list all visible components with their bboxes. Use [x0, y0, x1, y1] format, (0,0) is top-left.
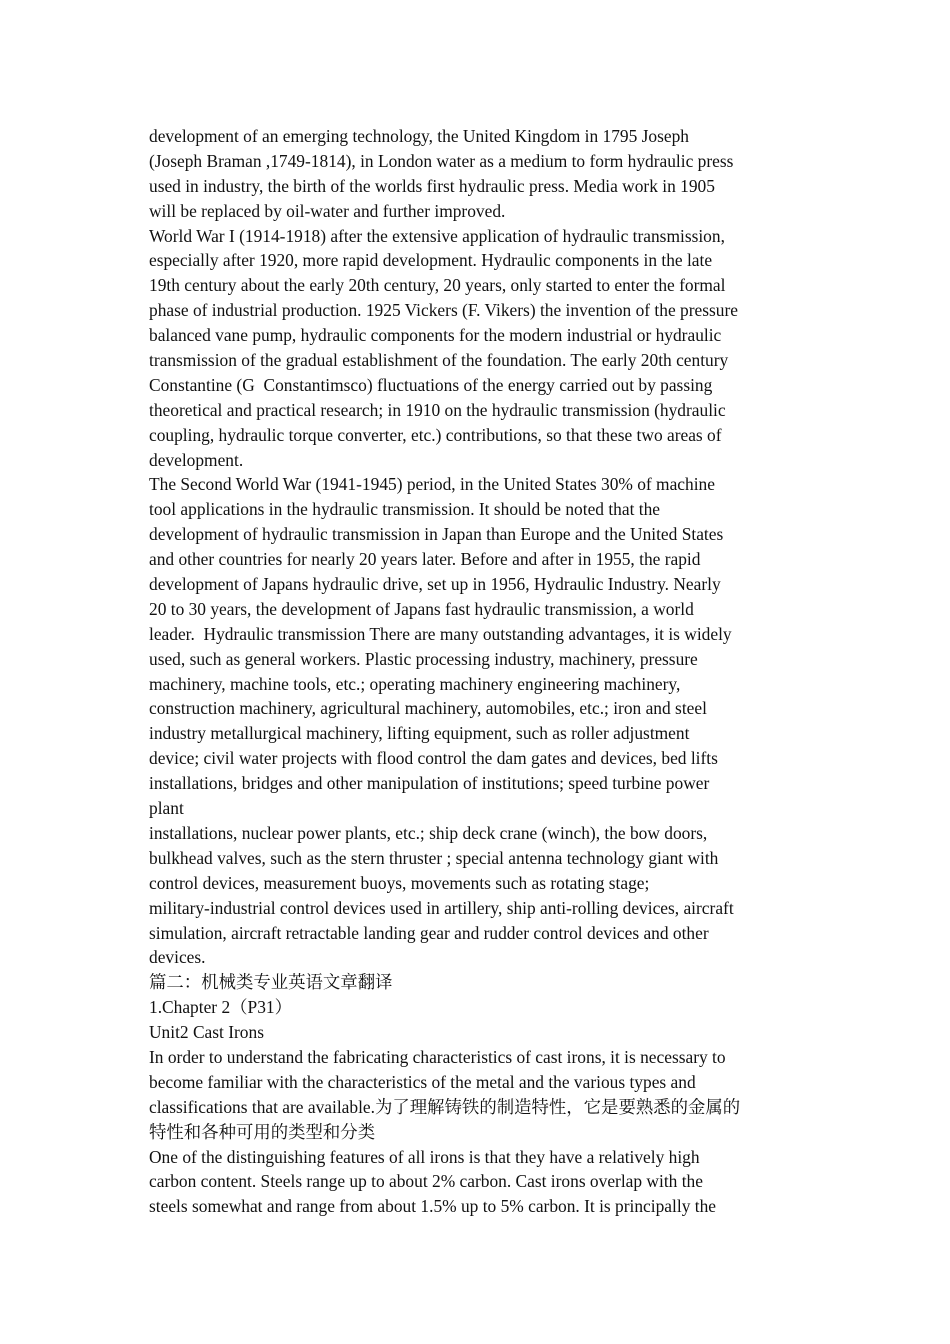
text-line: industry metallurgical machinery, lifting equipment, such as roller adjustment: [149, 723, 690, 744]
text-line: The Second World War (1941-1945) period, in the United States 30% of machine: [149, 474, 715, 495]
unit-title: Unit2 Cast Irons: [149, 1022, 264, 1043]
text-line: will be replaced by oil-water and further improved.: [149, 200, 506, 221]
text-line: become familiar with the characteristics of the metal and the various types and: [149, 1071, 696, 1092]
text-line: development of hydraulic transmission in Japan than Europe and the United States: [149, 524, 724, 545]
text-line: 19th century about the early 20th century, 20 years, only started to enter the formal: [149, 275, 726, 296]
text-line: coupling, hydraulic torque converter, etc.) contributions, so that these two areas of: [149, 424, 722, 445]
text-line: In order to understand the fabricating characteristics of cast irons, it is necessary to: [149, 1046, 726, 1067]
text-line: installations, bridges and other manipulation of institutions; speed turbine power: [149, 773, 710, 794]
text-line: One of the distinguishing features of all irons is that they have a relatively high: [149, 1146, 700, 1167]
text-line: used, such as general workers. Plastic processing industry, machinery, pressure: [149, 648, 698, 669]
text-line: plant: [149, 798, 184, 819]
text-line: development of an emerging technology, the United Kingdom in 1795 Joseph: [149, 126, 689, 146]
section-heading: 篇二：机械类专业英语文章翻译: [149, 972, 393, 993]
text-line: construction machinery, agricultural machinery, automobiles, etc.; iron and steel: [149, 698, 707, 719]
text-line: World War I (1914-1918) after the extensive application of hydraulic transmission,: [149, 225, 725, 246]
text-line: steels somewhat and range from about 1.5% up to 5% carbon. It is principally the: [149, 1196, 716, 1217]
text-line: bulkhead valves, such as the stern thruster ; special antenna technology giant with: [149, 847, 719, 868]
text-line: simulation, aircraft retractable landing gear and rudder control devices and other: [149, 922, 709, 943]
text-line: machinery, machine tools, etc.; operating machinery engineering machinery,: [149, 673, 681, 694]
body-text: [149, 124, 809, 1219]
text-line: development.: [149, 449, 244, 470]
text-line: 特性和各种可用的类型和分类: [149, 1121, 376, 1142]
text-line: balanced vane pump, hydraulic components for the modern industrial or hydraulic: [149, 325, 722, 346]
text-line: especially after 1920, more rapid development. Hydraulic components in the late: [149, 250, 713, 271]
text-line: transmission of the gradual establishment of the foundation. The early 20th century: [149, 350, 729, 371]
text-line: used in industry, the birth of the worlds first hydraulic press. Media work in 1905: [149, 175, 715, 196]
text-line: theoretical and practical research; in 1910 on the hydraulic transmission (hydraulic: [149, 399, 726, 420]
text-line: tool applications in the hydraulic transmission. It should be noted that the: [149, 499, 661, 520]
text-line: and other countries for nearly 20 years later. Before and after in 1955, the rapid: [149, 549, 701, 570]
text-line: (Joseph Braman ,1749-1814), in London water as a medium to form hydraulic press: [149, 150, 734, 171]
text-line: development of Japans hydraulic drive, set up in 1956, Hydraulic Industry. Nearly: [149, 574, 721, 595]
text-line: military-industrial control devices used in artillery, ship anti-rolling devices, aircraft: [149, 897, 734, 918]
chapter-heading: 1.Chapter 2（P31）: [149, 997, 292, 1018]
text-line: Constantine (G Constantimsco) fluctuations of the energy carried out by passing: [149, 374, 713, 395]
text-line: leader. Hydraulic transmission There are many outstanding advantages, it is widely: [149, 623, 732, 644]
text-line: phase of industrial production. 1925 Vickers (F. Vikers) the invention of the pressure: [149, 300, 738, 321]
text-line: installations, nuclear power plants, etc.; ship deck crane (winch), the bow doors,: [149, 822, 708, 843]
text-line: 20 to 30 years, the development of Japans fast hydraulic transmission, a world: [149, 598, 694, 619]
text-line: classifications that are available.为了理解铸铁的制造特性，它是要熟悉的金属的: [149, 1096, 741, 1117]
text-line: device; civil water projects with flood control the dam gates and devices, bed lifts: [149, 748, 718, 769]
text-line: devices.: [149, 947, 206, 968]
text-line: control devices, measurement buoys, movements such as rotating stage;: [149, 872, 650, 893]
text-line: carbon content. Steels range up to about 2% carbon. Cast irons overlap with the: [149, 1171, 703, 1192]
